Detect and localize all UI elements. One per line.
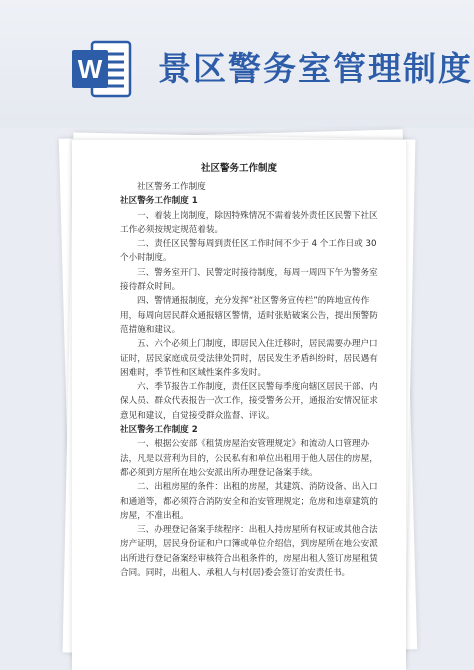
document-page [72,140,406,670]
paragraph: 三、警务室开门、民警定时接待制度，每周一周四下午为警务室接待群众时间。 [120,267,378,293]
document-body [120,180,385,580]
paragraph: 社区警务工作制度 [137,182,206,192]
section-heading: 社区警务工作制度 1 [120,196,198,207]
banner-title: 景区警务室管理制度 [158,49,473,88]
header-banner [0,0,474,128]
paragraph: 四、警情通报制度，充分发挥“社区警务宣传栏”的阵地宣传作用，每周向居民群众通报辖区警情，适时张贴破案公告，提出预警防范措施和建议。 [120,296,378,335]
word-document-icon [70,38,132,100]
paragraph: 一、根据公安部《租赁房屋治安管理规定》和流动人口管理办法，凡是以营利为目的，公民私有和单位出租用于他人居住的房屋，都必须到方屋所在地公安派出所办理登记备案手续。 [120,439,378,478]
paragraph: 三、办理登记备案手续程序：出租人持房屋所有权证或其他合法房产证明，居民身份证和户口簿或单位介绍信，到房屋所在地公安派出所进行登记备案经审核符合出租条件的，房屋出租人签订房屋租赁合同。同时，出租人、承租人与村(居)委会签订治安责任书。 [120,525,378,579]
paragraph: 二、责任区民警每周到责任区工作时间不少于 4 个工作日或 30 个小时制度。 [120,239,377,264]
document-title: 社区警务工作制度 [200,163,277,174]
section-heading: 社区警务工作制度 2 [120,425,198,436]
paragraph: 一、着装上岗制度，除因特殊情况不需着装外责任区民警下社区工作必须按规定规范着装。 [120,210,378,235]
word-logo-letter: W [77,54,103,84]
paragraph: 六、季节报告工作制度，责任区民警每季度向辖区居民干部、内保人员、群众代表报告一次工作，接受警务公开，通报治安情况征求意见和建议，自觉接受群众监督、评议。 [120,382,378,421]
paragraph: 五、六个必须上门制度，即居民入住迁移时，居民需要办理户口证时，居民家庭成员受法律处罚时，居民发生矛盾纠纷时，居民遇有困难时，季节性和区域性案件多发时。 [120,339,378,378]
paragraph: 二、出租房屋的条件：出租的房屋，其建筑、消防设备、出入口和通道等，都必须符合消防安全和治安管理规定；危房和违章建筑的房屋，不准出租。 [120,482,378,521]
